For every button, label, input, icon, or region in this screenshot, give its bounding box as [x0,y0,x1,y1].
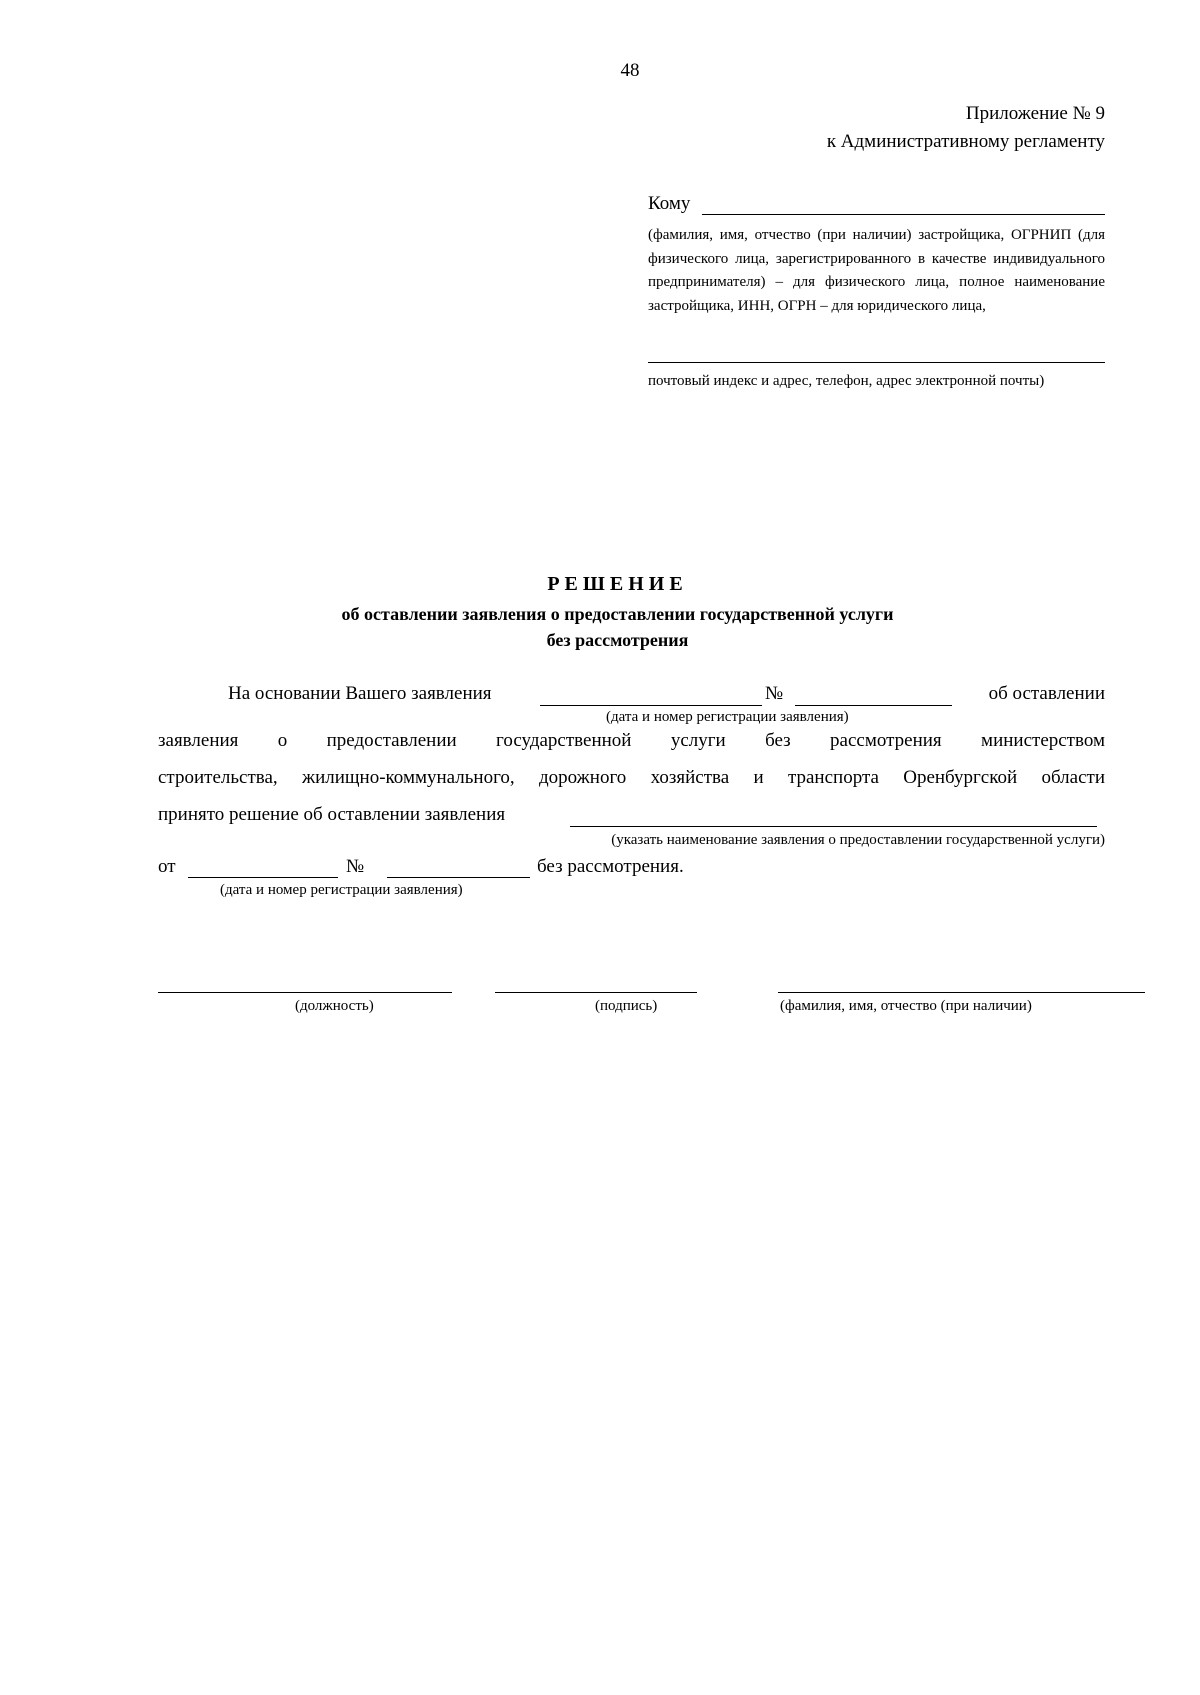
position-field[interactable] [158,992,452,993]
full-name-caption: (фамилия, имя, отчество (при наличии) [780,998,1032,1014]
signature-field[interactable] [495,992,697,993]
page-number: 48 [620,60,640,81]
hint-date-number-2: (дата и номер регистрации заявления) [220,882,463,898]
from-label: от [158,856,176,877]
document-subtitle-1: об оставлении заявления о предоставлении государственной услуги [341,604,894,624]
application-number-field[interactable] [795,705,952,706]
document-title: РЕШЕНИЕ [547,573,688,595]
appendix-title: Приложение № 9 [965,103,1105,124]
position-caption: (должность) [295,998,374,1014]
paragraph-end: об оставлении [988,683,1105,704]
paragraph-start: На основании Вашего заявления [228,683,492,704]
service-name-field[interactable] [570,826,1097,827]
addressee-address-field[interactable] [648,362,1105,363]
signature-caption: (подпись) [595,998,658,1014]
addressee-label: Кому [648,193,691,214]
no-review-text: без рассмотрения. [537,856,684,877]
addressee-note: (фамилия, имя, отчество (при наличии) застройщика, ОГРНИП (для физического лица, зарегистрированного в качестве индивидуального предпринимателя) – для физического лица, полное наименование застройщика, ИНН, ОГРН – для юридического лица, [648,227,1105,314]
paragraph-line-2: заявления о предоставлении государственной услуги без рассмотрения министерством [158,730,1105,751]
decision-date-field[interactable] [188,877,338,878]
document-subtitle-2: без рассмотрения [546,630,689,650]
paragraph-line-4: принято решение об оставлении заявления [158,804,506,825]
number-sign-2: № [346,856,365,877]
decision-number-field[interactable] [387,877,530,878]
appendix-regulation: к Административному регламенту [826,131,1105,152]
number-sign: № [765,683,784,704]
addressee-address-note: почтовый индекс и адрес, телефон, адрес электронной почты) [648,373,1045,389]
addressee-field[interactable] [702,214,1105,215]
hint-service-name: (указать наименование заявления о предоставлении государственной услуги) [611,832,1105,848]
application-date-field[interactable] [540,705,762,706]
hint-date-number: (дата и номер регистрации заявления) [606,709,849,725]
full-name-field[interactable] [778,992,1145,993]
paragraph-line-3: строительства, жилищно-коммунального, дорожного хозяйства и транспорта Оренбургской области [158,767,1105,788]
